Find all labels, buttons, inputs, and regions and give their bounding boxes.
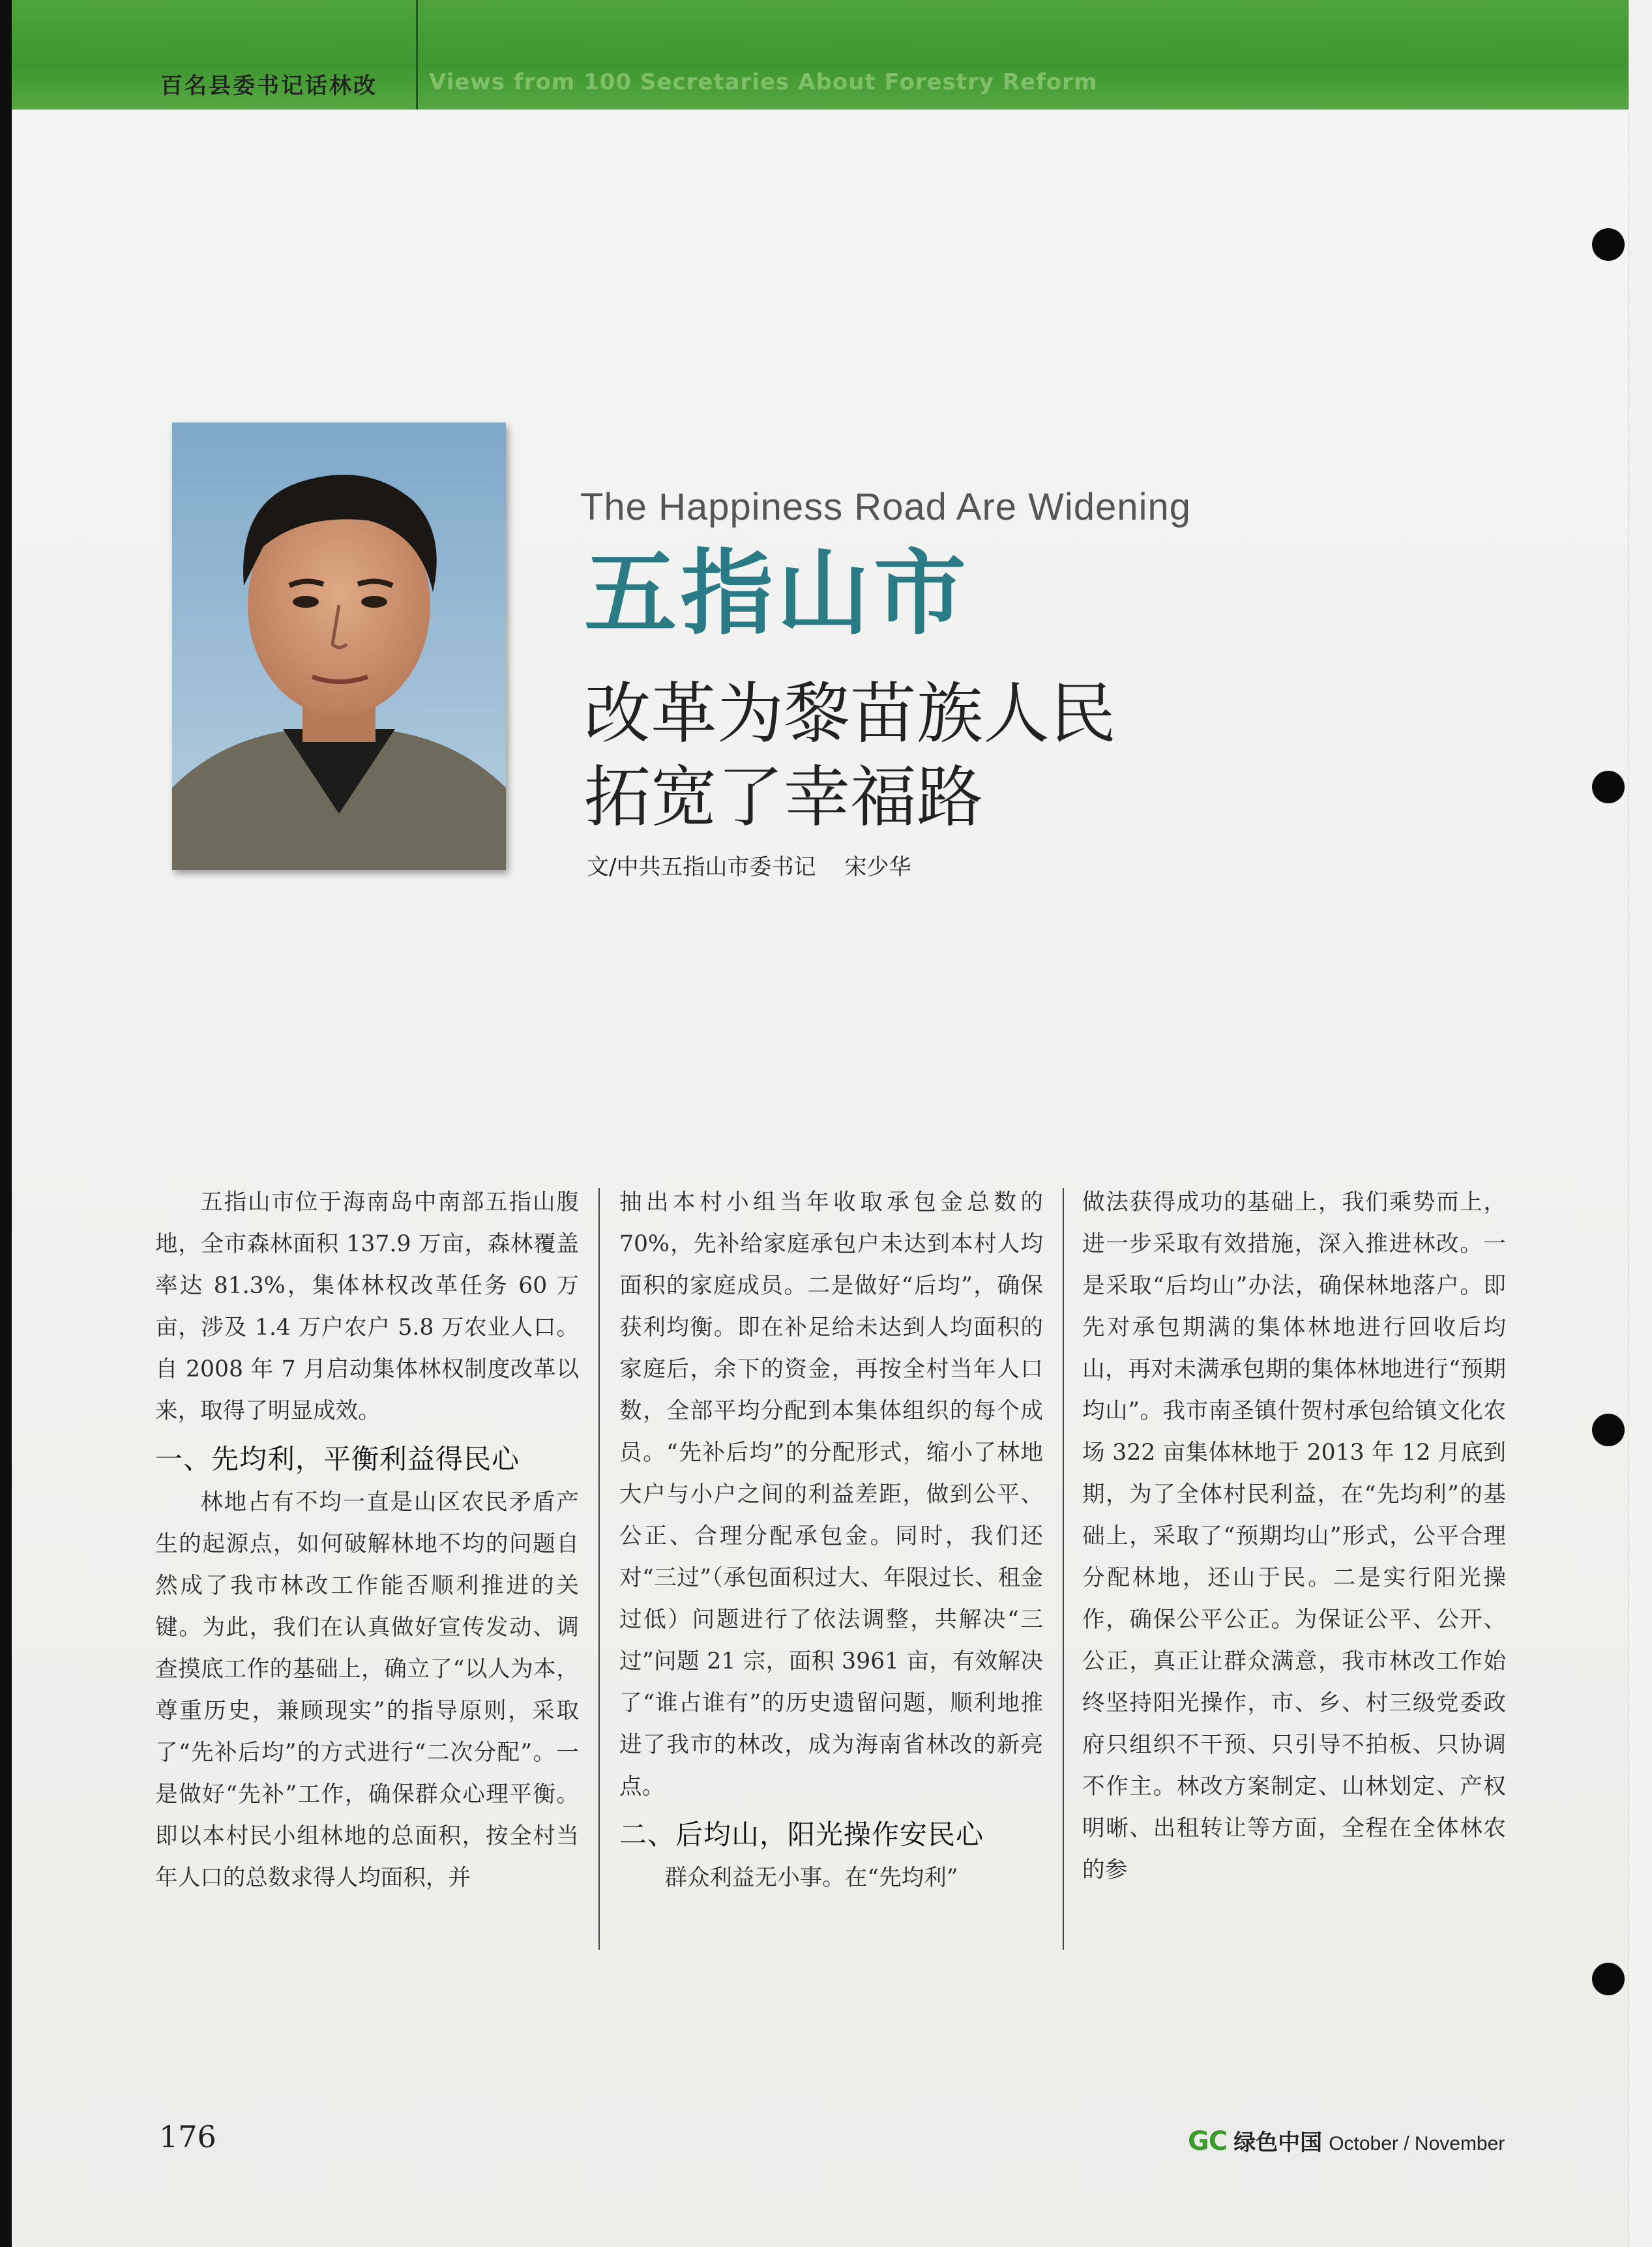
section-label-en: Views from 100 Secretaries About Forestry Reform bbox=[429, 69, 1098, 95]
text-column-3 bbox=[1082, 1182, 1506, 1891]
issue-date: October / November bbox=[1329, 2133, 1505, 2154]
footer-brand bbox=[1188, 2124, 1505, 2156]
magazine-logo: GC bbox=[1188, 2126, 1228, 2156]
text-column-1 bbox=[155, 1182, 579, 1899]
article-subtitle bbox=[584, 673, 1366, 840]
section-heading-2: 二、后均山，阳光操作安民心 bbox=[619, 1819, 984, 1851]
binder-hole-icon bbox=[1592, 1414, 1625, 1446]
magazine-page bbox=[12, 0, 1634, 2247]
section-label-cn: 百名县委书记话林改 bbox=[160, 73, 377, 99]
paragraph-section-2: 群众利益无小事。在“先均利” bbox=[664, 1865, 958, 1891]
paragraph-section-1: 林地占有不均一直是山区农民矛盾产生的起源点，如何破解林地不均的问题自然成了我市林改工作能否顺利推进的关键。为此，我们在认真做好宣传发动、调查摸底工作的基础上，确立了“以人为本，尊重历史，兼顾现实”的指导原则，采取了“先补后均”的方式进行“二次分配”。一是做好“先补”工作，确保群众心理平衡。即以本村民小组林地的总面积，按全村当年人口的总数求得人均面积，并 bbox=[155, 1489, 579, 1891]
column-divider-1 bbox=[598, 1188, 600, 1950]
section-header bbox=[12, 0, 1634, 110]
binder-hole-icon bbox=[1592, 228, 1625, 261]
paragraph-continued-2: 做法获得成功的基础上，我们乘势而上，进一步采取有效措施，深入推进林改。一是采取“后均山”办法，确保林地落户。即先对承包期满的集体林地进行回收后均山，再对未满承包期的集体林地进行“预期均山”。我市南圣镇什贺村承包给镇文化农场 322 亩集体林地于 2013 年 12 月底到期，为了全体村民利益，在“先均利”的基础上，采取了“预期均山”形式，公平合理分配林地，还山于民。二是实行阳光操作，确保公平公正。为保证公平、公开、公正，真正让群众满意，我市林改工作始终坚持阳光操作，市、乡、村三级党委政府只组织不干预、只引导不拍板、只协调不作主。林改方案制定、山林划定、产权明晰、出租转让等方面，全程在全体林农的参 bbox=[1082, 1189, 1506, 1883]
text-column-2 bbox=[619, 1182, 1043, 1899]
portrait-illustration bbox=[172, 423, 506, 870]
magazine-name: 绿色中国 bbox=[1233, 2130, 1323, 2156]
column-divider-2 bbox=[1063, 1188, 1064, 1950]
paragraph-intro: 五指山市位于海南岛中南部五指山腹地，全市森林面积 137.9 万亩，森林覆盖率达 81.3%，集体林权改革任务 60 万亩，涉及 1.4 万户农户 5.8 万农业人口。自 2008 年 7 月启动集体林权制度改革以来，取得了明显成效。 bbox=[155, 1189, 579, 1424]
section-heading-1: 一、先均利，平衡利益得民心 bbox=[155, 1443, 520, 1475]
page-edge bbox=[1629, 0, 1652, 2247]
author-portrait-photo bbox=[172, 423, 506, 870]
header-divider bbox=[416, 0, 418, 110]
article-title-english: The Happiness Road Are Widening bbox=[580, 486, 1191, 528]
byline-role: 文/中共五指山市委书记 bbox=[587, 854, 816, 880]
page-number: 176 bbox=[159, 2119, 216, 2154]
paragraph-continued: 抽出本村小组当年收取承包金总数的 70%，先补给家庭承包户未达到本村人均面积的家庭成员。二是做好“后均”，确保获利均衡。即在补足给未达到人均面积的家庭后，余下的资金，再按全村当年人口数，全部平均分配到本集体组织的每个成员。“先补后均”的分配形式，缩小了林地大户与小户之间的利益差距，做到公平、公正、合理分配承包金。同时，我们还对“三过”（承包面积过大、年限过长、租金过低）问题进行了依法调整，共解决“三过”问题 21 宗，面积 3961 亩，有效解决了“谁占谁有”的历史遗留问题，顺利地推进了我市的林改，成为海南省林改的新亮点。 bbox=[619, 1189, 1043, 1800]
subtitle-line-1: 改革为黎苗族人民 bbox=[584, 676, 1116, 753]
subtitle-line-2: 拓宽了幸福路 bbox=[584, 759, 983, 837]
byline-author: 宋少华 bbox=[844, 854, 911, 880]
binder-hole-icon bbox=[1592, 1963, 1625, 1995]
article-byline bbox=[587, 849, 911, 881]
binder-hole-icon bbox=[1592, 771, 1625, 803]
article-title-main: 五指山市 bbox=[584, 540, 970, 647]
